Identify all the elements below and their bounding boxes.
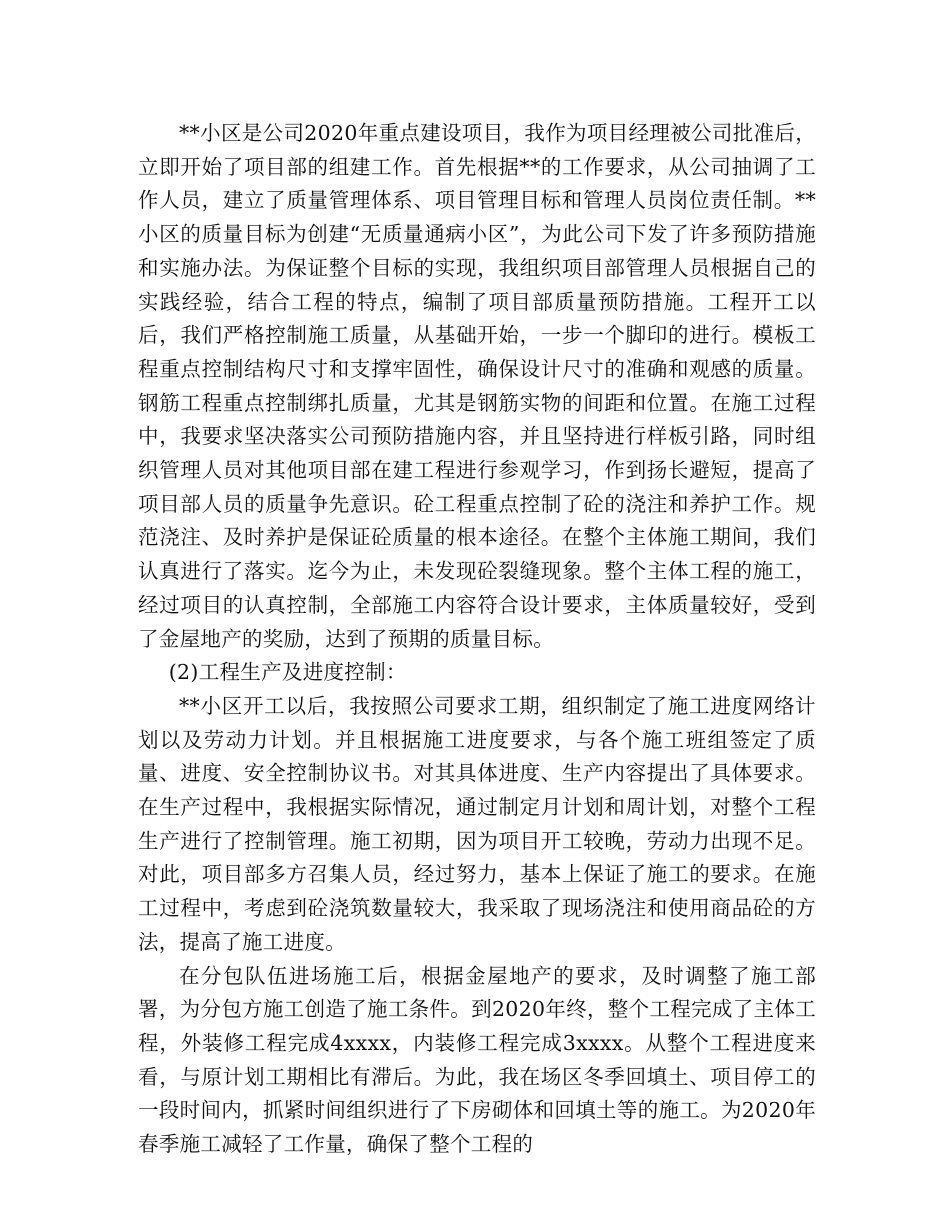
section-heading-progress-control: (2)工程生产及进度控制： bbox=[168, 660, 407, 685]
document-body bbox=[138, 117, 816, 1162]
paragraph-subcontract-progress: 在分包队伍进场施工后，根据金屋地产的要求，及时调整了施工部署，为分包方施工创造了施工条件。到2020年终，整个工程完成了主体工程，外装修工程完成4xxxx，内装修工程完成3xxxx。从整个工程进度来看，与原计划工期相比有滞后。为此，我在场区冬季回填土、项目停工的一段时间内，抓紧时间组织进行了下房砌体和回填土等的施工。为2020年春季施工减轻了工作量，确保了整个工程的 bbox=[138, 963, 816, 1157]
paragraph-progress-plan: **小区开工以后，我按照公司要求工期，组织制定了施工进度网络计划以及劳动力计划。并且根据施工进度要求，与各个施工班组签定了质量、进度、安全控制协议书。对其具体进度、生产内容提出了具体要求。在生产过程中，我根据实际情况，通过制定月计划和周计划，对整个工程生产进行了控制管理。施工初期，因为项目开工较晚，劳动力出现不足。对此，项目部多方召集人员，经过努力，基本上保证了施工的要求。在施工过程中，考虑到砼浇筑数量较大，我采取了现场浇注和使用商品砼的方法，提高了施工进度。 bbox=[138, 693, 816, 954]
paragraph-quality-control: **小区是公司2020年重点建设项目，我作为项目经理被公司批准后，立即开始了项目部的组建工作。首先根据**的工作要求，从公司抽调了工作人员，建立了质量管理体系、项目管理目标和管理人员岗位责任制。**小区的质量目标为创建“无质量通病小区”，为此公司下发了许多预防措施和实施办法。为保证整个目标的实现，我组织项目部管理人员根据自己的实践经验，结合工程的特点，编制了项目部质量预防措施。工程开工以后，我们严格控制施工质量，从基础开始，一步一个脚印的进行。模板工程重点控制结构尺寸和支撑牢固性，确保设计尺寸的准确和观感的质量。钢筋工程重点控制绑扎质量，尤其是钢筋实物的间距和位置。在施工过程中，我要求坚决落实公司预防措施内容，并且坚持进行样板引路，同时组织管理人员对其他项目部在建工程进行参观学习，作到扬长避短，提高了项目部人员的质量争先意识。砼工程重点控制了砼的浇注和养护工作。规范浇注、及时养护是保证砼质量的根本途径。在整个主体施工期间，我们认真进行了落实。迄今为止，未发现砼裂缝现象。整个主体工程的施工，经过项目的认真控制，全部施工内容符合设计要求，主体质量较好，受到了金屋地产的奖励，达到了预期的质量目标。 bbox=[138, 121, 816, 651]
